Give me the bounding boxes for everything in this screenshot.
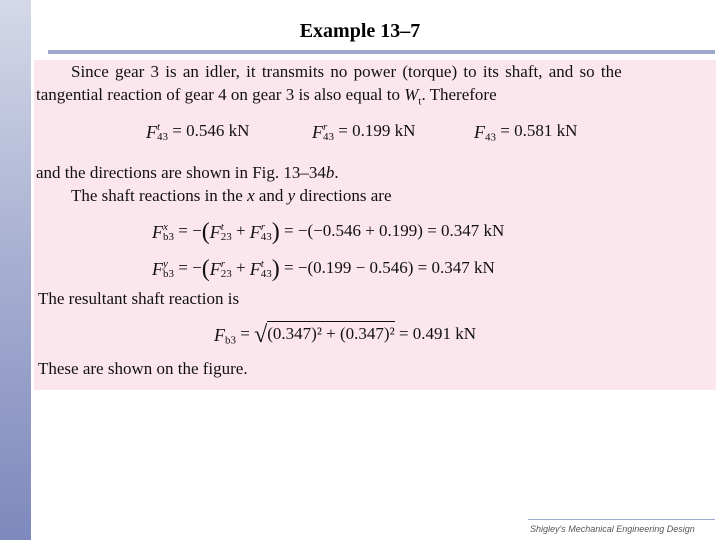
force-superscript: r [323,121,328,134]
eqx-a-sup: t [220,221,224,234]
force-value: = 0.546 kN [172,121,250,140]
result-lhs-sub: b3 [225,334,236,347]
paragraph-line-1: Since gear 3 is an idler, it transmits no power (torque) to its shaft, and so the [71,62,622,81]
force-symbol: F [312,122,323,143]
eqx-rhs: = −(−0.546 + 0.199) = 0.347 kN [284,221,505,240]
eqx-a-sub: 23 [220,231,232,244]
side-decoration-bar [0,0,31,540]
equation-force-tangential [146,120,249,143]
eqy-b-sub: 43 [260,268,272,281]
eqy-b-sup: t [260,258,264,271]
eqy-lhs-sup: y [163,258,168,271]
directions-sentence: and the directions are shown in Fig. 13–34 [36,163,326,182]
equation-y-reaction: F y b3 = −(F r 23 + F t 43 ) = −(0.199 − 0.546) = 0.347 kN [152,256,495,283]
footer-credit: Shigley's Mechanical Engineering Design [530,524,695,534]
figure-letter: b [325,163,335,182]
force-subscript: 43 [323,131,334,144]
force-value: = 0.581 kN [500,121,578,140]
eqy-lhs-sub: b3 [163,268,174,281]
symbol-W-sub: t [418,95,422,108]
directions-text [36,163,339,183]
force-symbol: F [474,122,485,143]
force-value: = 0.199 kN [338,121,416,140]
eqy-a-sub: 23 [220,268,232,281]
shaft-text-y: y [287,186,296,205]
equation-x-reaction: F x b3 = −(F t 23 + F r 43 ) = −(−0.546 + 0.199) = 0.347 kN [152,219,505,246]
equation-resultant: $F_{b3} = √(0.347)^2 + (0.347)^2 = 0.491$ kN [214,322,477,349]
title-underline [48,50,715,54]
force-symbol: F [146,122,157,143]
paragraph-line-2 [36,85,497,108]
eqy-a-sup: r [220,258,225,271]
equation-force-total [474,120,577,143]
force-superscript: t [157,121,161,134]
sqrt-sign: √ [254,322,268,349]
result-rhs: = 0.491 kN [398,324,477,343]
eqx-b-sup: r [260,221,266,234]
slide-title: Example 13–7 [299,20,421,42]
shaft-text-x: x [247,186,255,205]
shaft-text-post: directions are [295,186,392,205]
eqx-b-sub: 43 [260,231,272,244]
symbol-W: W [404,85,419,104]
sqrt-radicand: (0.347)² + (0.347)² [267,321,394,345]
figure-reference-text: These are shown on the figure. [38,359,248,378]
eqx-lhs-sup: x [163,221,168,234]
paragraph-line-2-end: . Therefore [421,85,497,104]
shaft-reactions-text [71,186,392,206]
resultant-text: The resultant shaft reaction is [38,289,240,308]
directions-period: . [334,163,339,182]
shaft-text-mid: and [254,186,288,205]
shaft-text-pre: The shaft reactions in the [71,186,248,205]
paragraph-line-2-text: tangential reaction of gear 4 on gear 3 is also equal to [36,85,405,104]
force-subscript: 43 [157,131,168,144]
footer-rule [528,519,715,520]
force-subscript: 43 [485,131,496,144]
eqx-lhs-sub: b3 [163,231,174,244]
equation-force-radial [312,120,415,143]
eqy-rhs: = −(0.199 − 0.546) = 0.347 kN [284,258,495,277]
